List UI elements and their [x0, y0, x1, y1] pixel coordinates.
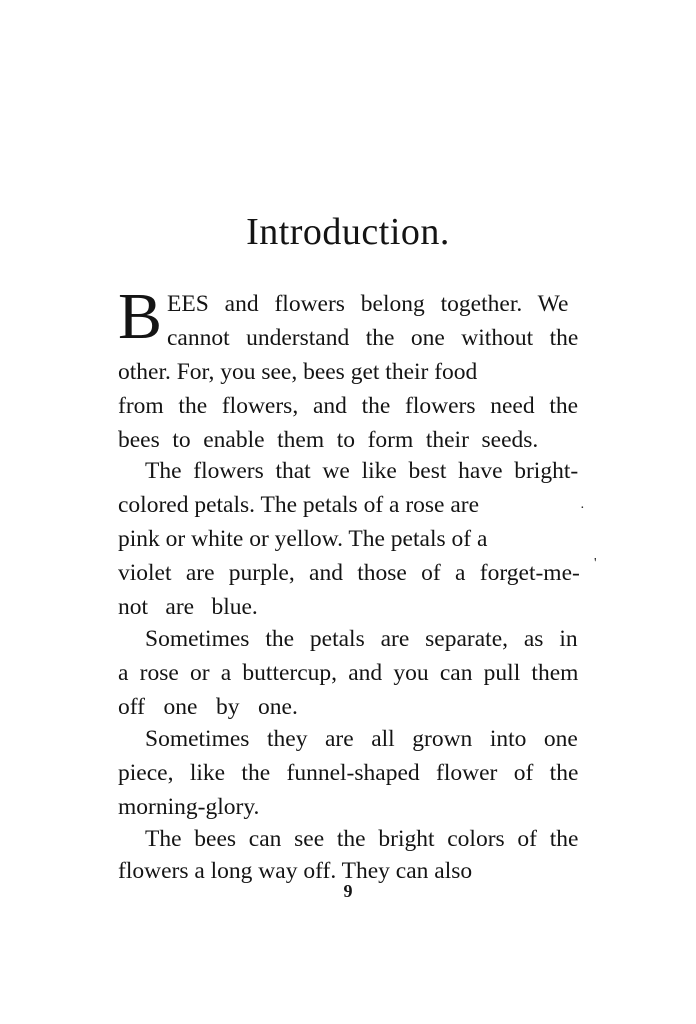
- page-number: 9: [343, 881, 353, 901]
- text-line: morning-glory.: [118, 794, 260, 820]
- text-line: bees to enable them to form their seeds.: [118, 427, 539, 453]
- text-line: from the flowers, and the flowers need the: [118, 393, 579, 419]
- text-line: Sometimes the petals are separate, as in: [145, 626, 578, 652]
- text-line: The bees can see the bright colors of the: [145, 826, 579, 852]
- text-line: piece, like the funnel-shaped flower of the: [118, 760, 579, 786]
- text-line: pink or white or yellow. The petals of a: [118, 526, 488, 552]
- text-line: not are blue.: [118, 594, 258, 620]
- text-line: Sometimes they are all grown into one: [145, 726, 578, 752]
- text-line: off one by one.: [118, 694, 298, 720]
- text-line: flowers a long way off. They can also: [118, 858, 473, 884]
- text-line: The flowers that we like best have bright-: [145, 458, 579, 484]
- text-line: other. For, you see, bees get their food: [118, 359, 478, 385]
- stray-mark: ': [594, 556, 597, 571]
- drop-cap: B: [118, 280, 163, 353]
- page-title: Introduction.: [246, 211, 450, 253]
- text-line: EES and flowers belong together. We: [167, 291, 569, 317]
- text-line: cannot understand the one without the: [167, 325, 579, 351]
- text-line: a rose or a buttercup, and you can pull them: [118, 660, 579, 686]
- stray-mark: ·: [580, 501, 585, 516]
- text-line: violet are purple, and those of a forget-me-: [118, 560, 580, 586]
- text-line: colored petals. The petals of a rose are: [118, 492, 480, 518]
